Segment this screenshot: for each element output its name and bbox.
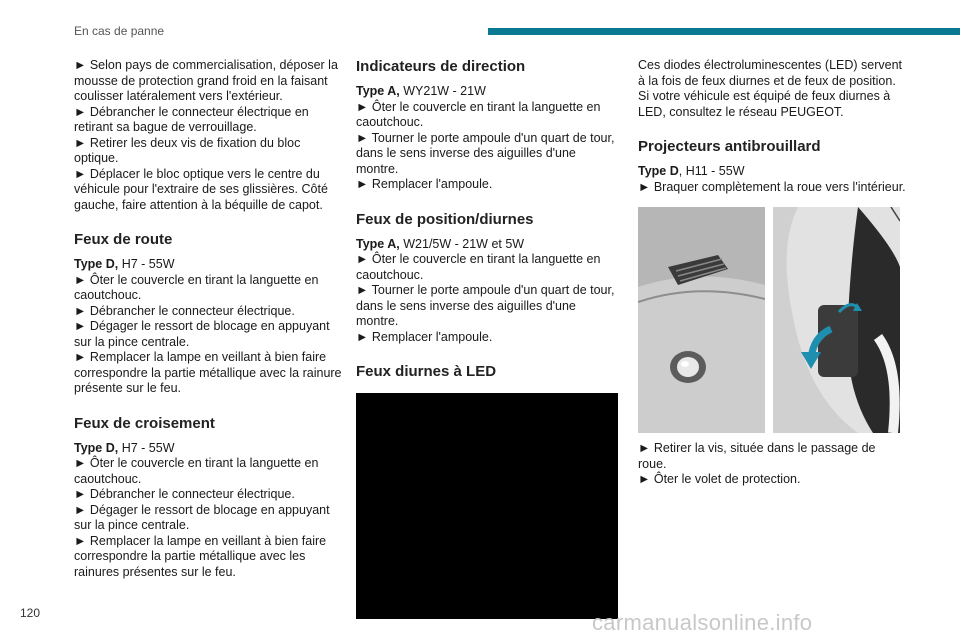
step: ► Dégager le ressort de blocage en appuyant sur la pince centrale. bbox=[74, 502, 330, 532]
step: ► Ôter le couvercle en tirant la languette en caoutchouc. bbox=[74, 456, 319, 486]
wheel-arch-photo bbox=[773, 207, 900, 433]
step: ► Remplacer la lampe en veillant à bien faire correspondre la partie métallique avec les rainures présentes sur le feu. bbox=[74, 533, 327, 579]
step: ► Tourner le porte ampoule d'un quart de tour, dans le sens inverse des aiguilles d'une montre. bbox=[356, 130, 615, 176]
step: ► Ôter le couvercle en tirant la languette en caoutchouc. bbox=[356, 252, 601, 282]
bulb-type: Type D, H7 - 55W bbox=[74, 440, 175, 455]
intro-step: ► Retirer les deux vis de fixation du bloc optique. bbox=[74, 135, 301, 165]
fog-lamp-photo bbox=[638, 207, 765, 433]
bulb-type: Type A, WY21W - 21W bbox=[356, 84, 486, 98]
step: ► Braquer complètement la roue vers l'intérieur. bbox=[638, 179, 906, 194]
watermark: carmanualsonline.info bbox=[592, 610, 813, 635]
step: ► Tourner le porte ampoule d'un quart de tour, dans le sens inverse des aiguilles d'une montre. bbox=[356, 283, 615, 328]
section-title: En cas de panne bbox=[74, 24, 165, 38]
page-number: 120 bbox=[20, 606, 41, 620]
heading-led: Feux diurnes à LED bbox=[356, 363, 497, 380]
step: ► Ôter le volet de protection. bbox=[638, 472, 801, 486]
led-illustration bbox=[356, 393, 618, 619]
bulb-type: Type D, H7 - 55W bbox=[74, 257, 175, 271]
heading-antibrouillard: Projecteurs antibrouillard bbox=[638, 138, 821, 155]
header-accent-bar bbox=[488, 28, 960, 35]
bulb-type: Type A, W21/5W - 21W et 5W bbox=[356, 236, 525, 251]
step: ► Retirer la vis, située dans le passage de roue. bbox=[638, 441, 876, 471]
intro-step: ► Déplacer le bloc optique vers le centre du véhicule pour l'extraire de ses glissières. Côté gauche, faire attention à la béquille de capot. bbox=[74, 166, 328, 212]
heading-feux-croisement: Feux de croisement bbox=[74, 414, 215, 432]
column-2 bbox=[356, 58, 620, 619]
column-1 bbox=[74, 58, 342, 580]
step: ► Remplacer l'ampoule. bbox=[356, 177, 493, 191]
step: ► Débrancher le connecteur électrique. bbox=[74, 487, 295, 501]
intro-step: ► Selon pays de commercialisation, déposer la mousse de protection grand froid en la faisant coulisser latéralement vers l'extérieur. bbox=[74, 58, 338, 103]
fog-lamp-photos bbox=[638, 207, 906, 433]
led-description: Ces diodes électroluminescentes (LED) servent à la fois de feux diurnes et de feux de position. Si votre véhicule est équipé de feux diurnes à LED, consultez le réseau PEUGEOT. bbox=[638, 58, 903, 119]
step: ► Dégager le ressort de blocage en appuyant sur la pince centrale. bbox=[74, 319, 330, 349]
step: ► Débrancher le connecteur électrique. bbox=[74, 303, 295, 318]
intro-step: ► Débrancher le connecteur électrique en retirant sa bague de verrouillage. bbox=[74, 104, 309, 134]
step: ► Remplacer l'ampoule. bbox=[356, 329, 493, 344]
heading-feux-route: Feux de route bbox=[74, 231, 173, 248]
step: ► Remplacer la lampe en veillant à bien faire correspondre la partie métallique avec la rainure présente sur le feu. bbox=[74, 350, 342, 395]
bulb-type: Type D, H11 - 55W bbox=[638, 164, 745, 178]
bumper-illustration bbox=[638, 207, 765, 433]
wheel-arch-illustration bbox=[773, 207, 900, 433]
column-3 bbox=[638, 58, 906, 488]
heading-indicateurs: Indicateurs de direction bbox=[356, 58, 526, 75]
step: ► Ôter le couvercle en tirant la languette en caoutchouc. bbox=[74, 272, 319, 302]
step: ► Ôter le couvercle en tirant la languette en caoutchouc. bbox=[356, 99, 601, 129]
heading-position: Feux de position/diurnes bbox=[356, 210, 534, 228]
